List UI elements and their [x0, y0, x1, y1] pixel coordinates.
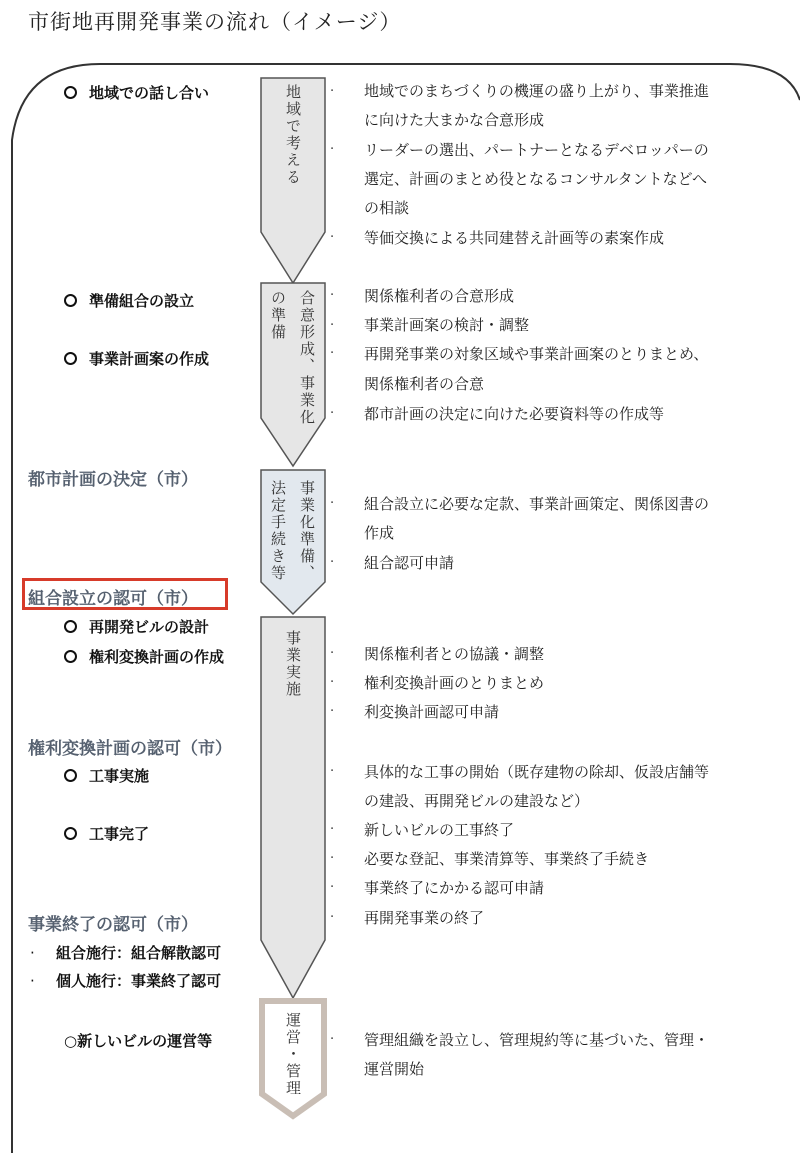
- stage-label-5: 運営・管理: [284, 1012, 302, 1097]
- step-item: 工事完了: [64, 823, 149, 844]
- bullet-dot: ·: [330, 555, 335, 570]
- desc-line: に向けた大まかな合意形成: [364, 111, 545, 129]
- bullet-dot: ·: [330, 851, 335, 866]
- step-item: 準備組合の設立: [64, 290, 194, 311]
- bullet-dot: ·: [330, 230, 335, 245]
- desc-line: 事業終了にかかる認可申請: [364, 879, 545, 897]
- step-item: 事業計画案の作成: [64, 348, 209, 369]
- sub-item: · 個人施行：事業終了認可: [30, 972, 222, 990]
- desc-line: リーダーの選出、パートナーとなるデベロッパーの: [364, 141, 709, 159]
- stage-label-3b: 法定手続き等: [269, 480, 287, 582]
- step-item: 工事実施: [64, 765, 149, 786]
- desc-line: の相談: [364, 199, 410, 217]
- bullet-dot: ·: [330, 496, 335, 511]
- step-item: ○新しいビルの運営等: [64, 1032, 213, 1050]
- desc-line: 事業計画案の検討・調整: [364, 316, 530, 334]
- bullet-dot: ·: [330, 406, 335, 421]
- highlight-box: [22, 578, 228, 610]
- milestone: 事業終了の認可（市）: [28, 915, 198, 935]
- desc-line: 地域でのまちづくりの機運の盛り上がり、事業推進: [364, 82, 709, 100]
- desc-line: 再開発事業の終了: [364, 909, 485, 927]
- bullet-dot: ·: [330, 910, 335, 925]
- stage-label-2b: の準備: [269, 290, 287, 341]
- circle-icon: [64, 650, 77, 663]
- circle-icon: [64, 86, 77, 99]
- bullet-dot: ·: [330, 822, 335, 837]
- bullet-dot: ·: [330, 142, 335, 157]
- desc-line: 組合設立に必要な定款、事業計画策定、関係図書の: [364, 495, 710, 513]
- sub-item: · 組合施行：組合解散認可: [30, 944, 222, 962]
- desc-line: 権利変換計画のとりまとめ: [364, 674, 545, 692]
- circle-icon: [64, 620, 77, 633]
- page-title: 市街地再開発事業の流れ（イメージ）: [28, 10, 402, 34]
- desc-line: 利変換計画認可申請: [364, 703, 500, 721]
- bullet-dot: ·: [330, 84, 335, 99]
- bullet-dot: ·: [330, 704, 335, 719]
- desc-line: 運営開始: [364, 1060, 425, 1078]
- stage-label-3a: 事業化準備、: [298, 480, 316, 582]
- step-item: 再開発ビルの設計: [64, 616, 209, 637]
- bullet-dot: ·: [330, 1032, 335, 1047]
- step-item: 権利変換計画の作成: [64, 646, 224, 667]
- desc-line: 新しいビルの工事終了: [364, 821, 515, 839]
- milestone: 権利変換計画の認可（市）: [28, 739, 232, 759]
- bullet-dot: ·: [330, 764, 335, 779]
- bullet-dot: ·: [330, 880, 335, 895]
- bullet-dot: ·: [330, 646, 335, 661]
- desc-line: 都市計画の決定に向けた必要資料等の作成等: [364, 405, 665, 423]
- desc-line: 関係権利者の合意: [364, 375, 485, 393]
- desc-line: 等価交換による共同建替え計画等の素案作成: [364, 229, 665, 247]
- bullet-dot: ·: [330, 675, 335, 690]
- desc-line: 再開発事業の対象区域や事業計画案のとりまとめ、: [364, 345, 709, 363]
- bullet-dot: ·: [330, 288, 335, 303]
- circle-icon: [64, 294, 77, 307]
- desc-line: 関係権利者の合意形成: [364, 287, 515, 305]
- desc-line: 具体的な工事の開始（既存建物の除却、仮設店舗等: [364, 763, 710, 781]
- desc-line: 選定、計画のまとめ役となるコンサルタントなどへ: [364, 170, 708, 188]
- desc-line: 組合認可申請: [364, 554, 455, 572]
- step-item: 地域での話し合い: [64, 82, 209, 103]
- desc-line: の建設、再開発ビルの建設など）: [364, 792, 590, 810]
- milestone-highlighted: 組合設立の認可（市）: [28, 589, 198, 609]
- desc-line: 関係権利者との協議・調整: [364, 645, 545, 663]
- stage-label-1: 地域で考える: [284, 84, 302, 186]
- stage-label-4: 事業実施: [284, 630, 302, 698]
- desc-line: 管理組織を設立し、管理規約等に基づいた、管理・: [364, 1031, 710, 1049]
- desc-line: 作成: [364, 524, 395, 542]
- desc-line: 必要な登記、事業清算等、事業終了手続き: [364, 850, 650, 868]
- bullet-dot: ·: [330, 346, 335, 361]
- bullet-dot: ·: [330, 318, 335, 333]
- circle-icon: [64, 769, 77, 782]
- stage-label-2a: 合意形成、事業化: [298, 290, 316, 426]
- milestone: 都市計画の決定（市）: [28, 470, 198, 490]
- circle-icon: [64, 352, 77, 365]
- circle-icon: [64, 827, 77, 840]
